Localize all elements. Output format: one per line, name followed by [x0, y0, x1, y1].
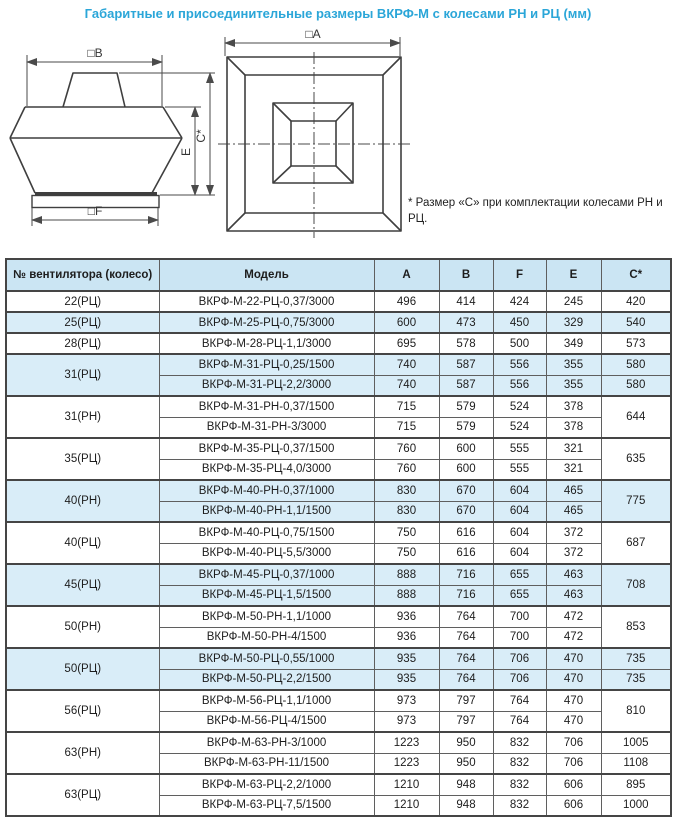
dim-c-cell: 580 — [601, 354, 671, 375]
fan-number-cell: 63(РЦ) — [6, 774, 159, 816]
dim-b-cell: 414 — [439, 291, 493, 312]
fan-number-cell: 28(РЦ) — [6, 333, 159, 354]
model-cell: ВКРФ-М-35-РЦ-0,37/1500 — [159, 438, 374, 459]
dim-b-cell: 670 — [439, 501, 493, 522]
dim-e-cell: 372 — [546, 543, 601, 564]
header-b: B — [439, 259, 493, 291]
header-a: A — [374, 259, 439, 291]
dim-a-cell: 740 — [374, 375, 439, 396]
dim-e-cell: 329 — [546, 312, 601, 333]
dim-f-cell: 604 — [493, 543, 546, 564]
fan-number-cell: 35(РЦ) — [6, 438, 159, 480]
dim-label-c: C* — [194, 129, 208, 143]
table-header-row — [6, 259, 671, 291]
dim-c-cell: 635 — [601, 438, 671, 480]
dim-e-cell: 465 — [546, 501, 601, 522]
dim-c-cell: 810 — [601, 690, 671, 732]
dim-c-cell: 1000 — [601, 795, 671, 816]
model-cell: ВКРФ-М-31-РН-0,37/1500 — [159, 396, 374, 417]
model-cell: ВКРФ-М-50-РН-4/1500 — [159, 627, 374, 648]
model-cell: ВКРФ-М-22-РЦ-0,37/3000 — [159, 291, 374, 312]
dim-b-cell: 579 — [439, 417, 493, 438]
model-cell: ВКРФ-М-50-РН-1,1/1000 — [159, 606, 374, 627]
dim-a-cell: 888 — [374, 585, 439, 606]
header-fan-number: № вентилятора (колесо) — [6, 259, 159, 291]
dim-b-cell: 950 — [439, 753, 493, 774]
model-cell: ВКРФ-М-40-РЦ-5,5/3000 — [159, 543, 374, 564]
dim-c-cell: 540 — [601, 312, 671, 333]
dim-e-cell: 470 — [546, 711, 601, 732]
dim-a-cell: 600 — [374, 312, 439, 333]
dim-a-cell: 1210 — [374, 774, 439, 795]
dim-e-cell: 321 — [546, 459, 601, 480]
dim-f-cell: 700 — [493, 606, 546, 627]
dim-e-cell: 378 — [546, 396, 601, 417]
dim-a-cell: 936 — [374, 606, 439, 627]
dim-f-cell: 524 — [493, 396, 546, 417]
dimensions-table — [5, 258, 672, 817]
dim-b-cell: 473 — [439, 312, 493, 333]
dim-b-cell: 948 — [439, 795, 493, 816]
dim-f-cell: 764 — [493, 690, 546, 711]
dim-label-f: □F — [87, 204, 103, 218]
dim-b-cell: 600 — [439, 438, 493, 459]
dim-f-cell: 556 — [493, 354, 546, 375]
dim-a-cell: 695 — [374, 333, 439, 354]
dim-e-cell: 606 — [546, 774, 601, 795]
model-cell: ВКРФ-М-63-РЦ-7,5/1500 — [159, 795, 374, 816]
dim-b-cell: 764 — [439, 648, 493, 669]
dim-c-cell: 1108 — [601, 753, 671, 774]
dim-e-cell: 706 — [546, 732, 601, 753]
dim-b-cell: 948 — [439, 774, 493, 795]
dim-e-cell: 472 — [546, 606, 601, 627]
dim-e-cell: 470 — [546, 690, 601, 711]
model-cell: ВКРФ-М-40-РН-1,1/1500 — [159, 501, 374, 522]
model-cell: ВКРФ-М-35-РЦ-4,0/3000 — [159, 459, 374, 480]
dim-f-cell: 655 — [493, 564, 546, 585]
table-row — [6, 333, 671, 354]
dim-a-cell: 935 — [374, 648, 439, 669]
dim-c-cell: 420 — [601, 291, 671, 312]
dim-e-cell: 245 — [546, 291, 601, 312]
dim-a-cell: 760 — [374, 459, 439, 480]
dimension-drawings — [0, 0, 676, 240]
dim-e-cell: 463 — [546, 564, 601, 585]
dim-b-cell: 616 — [439, 543, 493, 564]
dim-c-cell: 895 — [601, 774, 671, 795]
fan-number-cell: 56(РЦ) — [6, 690, 159, 732]
dim-e-cell: 465 — [546, 480, 601, 501]
dim-e-cell: 355 — [546, 354, 601, 375]
dim-e-cell: 355 — [546, 375, 601, 396]
dim-e-cell: 470 — [546, 648, 601, 669]
dim-c-cell: 1005 — [601, 732, 671, 753]
dim-b-cell: 716 — [439, 564, 493, 585]
model-cell: ВКРФ-М-45-РЦ-0,37/1000 — [159, 564, 374, 585]
dim-f-cell: 450 — [493, 312, 546, 333]
dim-c-cell: 775 — [601, 480, 671, 522]
model-cell: ВКРФ-М-63-РН-11/1500 — [159, 753, 374, 774]
table-row — [6, 291, 671, 312]
dim-e-cell: 472 — [546, 627, 601, 648]
table-row — [6, 396, 671, 417]
table-row — [6, 690, 671, 711]
fan-number-cell: 22(РЦ) — [6, 291, 159, 312]
dim-b-cell: 764 — [439, 627, 493, 648]
dim-b-cell: 600 — [439, 459, 493, 480]
dim-f-cell: 700 — [493, 627, 546, 648]
dim-c-cell: 853 — [601, 606, 671, 648]
dim-f-cell: 500 — [493, 333, 546, 354]
table-row — [6, 312, 671, 333]
dim-f-cell: 604 — [493, 501, 546, 522]
dim-a-cell: 973 — [374, 711, 439, 732]
model-cell: ВКРФ-М-45-РЦ-1,5/1500 — [159, 585, 374, 606]
dim-e-cell: 463 — [546, 585, 601, 606]
model-cell: ВКРФ-М-40-РН-0,37/1000 — [159, 480, 374, 501]
model-cell: ВКРФ-М-63-РЦ-2,2/1000 — [159, 774, 374, 795]
fan-number-cell: 31(РН) — [6, 396, 159, 438]
dim-a-cell: 496 — [374, 291, 439, 312]
fan-number-cell: 40(РЦ) — [6, 522, 159, 564]
dim-a-cell: 1223 — [374, 753, 439, 774]
dim-f-cell: 832 — [493, 732, 546, 753]
model-cell: ВКРФ-М-28-РЦ-1,1/3000 — [159, 333, 374, 354]
fan-number-cell: 45(РЦ) — [6, 564, 159, 606]
dim-a-cell: 973 — [374, 690, 439, 711]
dim-c-cell: 708 — [601, 564, 671, 606]
dim-f-cell: 524 — [493, 417, 546, 438]
dim-c-cell: 644 — [601, 396, 671, 438]
dim-label-e: E — [179, 147, 193, 157]
dim-a-cell: 715 — [374, 396, 439, 417]
dim-f-cell: 556 — [493, 375, 546, 396]
dim-f-cell: 832 — [493, 753, 546, 774]
model-cell: ВКРФ-М-63-РН-3/1000 — [159, 732, 374, 753]
dim-f-cell: 555 — [493, 438, 546, 459]
model-cell: ВКРФ-М-50-РЦ-0,55/1000 — [159, 648, 374, 669]
dim-a-cell: 715 — [374, 417, 439, 438]
model-cell: ВКРФ-М-56-РЦ-4/1500 — [159, 711, 374, 732]
fan-number-cell: 50(РЦ) — [6, 648, 159, 690]
fan-number-cell: 63(РН) — [6, 732, 159, 774]
model-cell: ВКРФ-М-31-РЦ-2,2/3000 — [159, 375, 374, 396]
dim-b-cell: 764 — [439, 669, 493, 690]
dim-f-cell: 706 — [493, 669, 546, 690]
dim-a-cell: 936 — [374, 627, 439, 648]
dim-b-cell: 587 — [439, 375, 493, 396]
dim-e-cell: 470 — [546, 669, 601, 690]
dim-a-cell: 1210 — [374, 795, 439, 816]
dim-e-cell: 378 — [546, 417, 601, 438]
side-view-drawing — [10, 46, 215, 226]
dim-a-cell: 1223 — [374, 732, 439, 753]
dim-f-cell: 604 — [493, 522, 546, 543]
dim-f-cell: 832 — [493, 795, 546, 816]
model-cell: ВКРФ-М-31-РЦ-0,25/1500 — [159, 354, 374, 375]
dim-e-cell: 606 — [546, 795, 601, 816]
dim-c-cell: 735 — [601, 669, 671, 690]
dim-b-cell: 950 — [439, 732, 493, 753]
dim-e-cell: 706 — [546, 753, 601, 774]
page-title: Габаритные и присоединительные размеры ВКРФ-М с колесами РН и РЦ (мм) — [84, 6, 592, 21]
header-c: C* — [601, 259, 671, 291]
table-row — [6, 522, 671, 543]
dim-f-cell: 706 — [493, 648, 546, 669]
fan-number-cell: 40(РН) — [6, 480, 159, 522]
header-model: Модель — [159, 259, 374, 291]
model-cell: ВКРФ-М-56-РЦ-1,1/1000 — [159, 690, 374, 711]
dim-e-cell: 321 — [546, 438, 601, 459]
dim-label-b: □B — [87, 46, 103, 60]
dim-b-cell: 797 — [439, 711, 493, 732]
dim-b-cell: 578 — [439, 333, 493, 354]
dim-b-cell: 797 — [439, 690, 493, 711]
dim-a-cell: 740 — [374, 354, 439, 375]
dim-a-cell: 750 — [374, 543, 439, 564]
dim-b-cell: 670 — [439, 480, 493, 501]
dim-c-cell: 580 — [601, 375, 671, 396]
model-cell: ВКРФ-М-40-РЦ-0,75/1500 — [159, 522, 374, 543]
dim-f-cell: 424 — [493, 291, 546, 312]
top-view-drawing — [218, 27, 410, 238]
table-row — [6, 564, 671, 585]
model-cell: ВКРФ-М-31-РН-3/3000 — [159, 417, 374, 438]
header-f: F — [493, 259, 546, 291]
dim-b-cell: 716 — [439, 585, 493, 606]
dim-b-cell: 579 — [439, 396, 493, 417]
dim-a-cell: 760 — [374, 438, 439, 459]
fan-number-cell: 31(РЦ) — [6, 354, 159, 396]
model-cell: ВКРФ-М-50-РЦ-2,2/1500 — [159, 669, 374, 690]
dim-a-cell: 888 — [374, 564, 439, 585]
dim-e-cell: 349 — [546, 333, 601, 354]
header-e: E — [546, 259, 601, 291]
dim-f-cell: 832 — [493, 774, 546, 795]
dim-c-cell: 735 — [601, 648, 671, 669]
dim-a-cell: 830 — [374, 501, 439, 522]
dim-f-cell: 655 — [493, 585, 546, 606]
dim-a-cell: 750 — [374, 522, 439, 543]
dim-f-cell: 604 — [493, 480, 546, 501]
table-row — [6, 732, 671, 753]
dim-label-a: □A — [305, 27, 321, 41]
dim-b-cell: 616 — [439, 522, 493, 543]
dim-a-cell: 830 — [374, 480, 439, 501]
dim-f-cell: 555 — [493, 459, 546, 480]
table-row — [6, 606, 671, 627]
table-row — [6, 774, 671, 795]
fan-number-cell: 50(РН) — [6, 606, 159, 648]
table-row — [6, 438, 671, 459]
model-cell: ВКРФ-М-25-РЦ-0,75/3000 — [159, 312, 374, 333]
table-row — [6, 480, 671, 501]
footnote: * Размер «С» при комплектации колесами РН и РЦ. — [408, 197, 663, 225]
dim-e-cell: 372 — [546, 522, 601, 543]
fan-number-cell: 25(РЦ) — [6, 312, 159, 333]
dim-c-cell: 687 — [601, 522, 671, 564]
dim-f-cell: 764 — [493, 711, 546, 732]
dim-b-cell: 764 — [439, 606, 493, 627]
dim-b-cell: 587 — [439, 354, 493, 375]
table-row — [6, 354, 671, 375]
dim-c-cell: 573 — [601, 333, 671, 354]
table-row — [6, 648, 671, 669]
dim-a-cell: 935 — [374, 669, 439, 690]
